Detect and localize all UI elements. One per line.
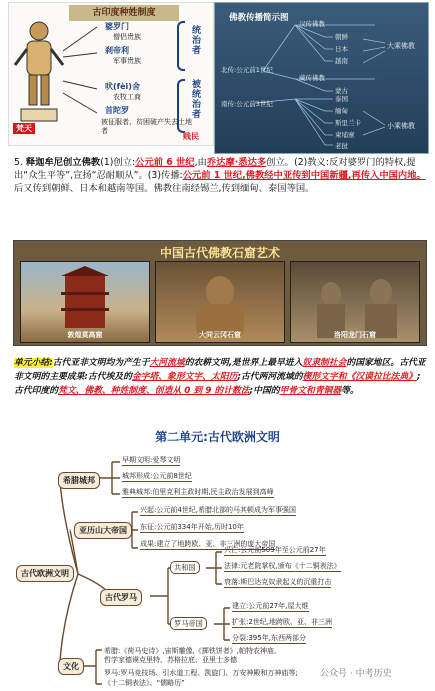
summary-t5: ;古代印度的 <box>14 372 421 396</box>
section5-date: 公元前 6 世纪 <box>135 157 195 168</box>
summary-t3: 的国家地区。古代亚非文明的主要成果:古代埃及的 <box>14 358 426 382</box>
spread-title: 佛教传播简示图 <box>229 13 289 23</box>
brahma-label: 梵天 <box>13 123 35 134</box>
summary-india: 梵文、佛教、种姓制度、创造从 0 到 9 的计数法 <box>58 386 250 396</box>
caste-vaishya: 吠(fèi)舍 <box>105 82 140 91</box>
greece-item-2: 城邦形成:公元前8世纪 <box>122 472 192 480</box>
section5-spread: 公元前 1 世纪,佛教经中亚传到中国新疆,再传入中国内地。 <box>182 170 426 181</box>
summary-t7: 等。 <box>341 386 359 396</box>
section5-text4: 后又传到朝鲜、日本和越南等国。佛教往南经锡兰,传到缅甸、泰国等国。 <box>14 183 315 194</box>
ruled-brace <box>177 79 185 133</box>
caste-shudra-desc: 被征服者、贫困破产失去土地者 <box>101 118 192 135</box>
section5-founder: 乔达摩·悉达多 <box>206 157 267 168</box>
node-myanmar: 缅甸 <box>335 107 348 115</box>
node-srilanka: 斯里兰卡 <box>335 119 361 127</box>
caste-brahmin-desc: 僧侣贵族 <box>113 33 141 41</box>
mindmap-root: 古代欧洲文明 <box>16 565 74 582</box>
longmen-caption: 洛阳龙门石窟 <box>334 331 376 339</box>
summary-t6: ;中国的 <box>249 386 280 396</box>
caste-brahmin: 婆罗门 <box>105 22 129 31</box>
republic-item-2: 法律:元老院掌权,颁布《十二铜表法》 <box>224 562 341 570</box>
alexander-item-1: 兴起:公元前4世纪,希腊北部的马其顿成为军事强国 <box>140 506 297 514</box>
alexander-item-2: 东征:公元前334年开始,历时10年 <box>140 523 244 531</box>
summary-t4: ;古代两河流域的 <box>237 372 303 382</box>
node-japan: 日本 <box>335 45 348 53</box>
brahma-figure-icon <box>13 17 65 137</box>
republic-item-3: 衰落:斯巴达克奴隶起义的沉重打击 <box>224 578 332 586</box>
alexander-item-3: 成果:建立了地跨欧、亚、非三洲的庞大帝国 <box>140 540 276 548</box>
caste-vaishya-desc: 农牧工商 <box>113 93 141 101</box>
caste-kshatriya: 刹帝利 <box>105 46 129 55</box>
unit-summary <box>14 356 428 398</box>
caste-title: 古印度种姓制度 <box>69 5 179 21</box>
node-korea: 朝鲜 <box>335 33 348 41</box>
summary-egypt: 金字塔、象形文字、太阳历 <box>131 372 238 382</box>
node-vietnam: 越南 <box>335 57 348 65</box>
summary-label: 单元小结: <box>14 358 53 368</box>
culture-item-4: 《十二铜表法》、“儒略历” <box>104 679 185 687</box>
node-cambodia: 柬埔寨 <box>335 131 355 139</box>
node-laos: 老挝 <box>335 142 348 150</box>
empire-item-2: 扩张:2世纪,地跨欧、亚、非三洲 <box>232 618 333 626</box>
yungang-photo <box>155 261 285 343</box>
node-han: 汉传佛教 <box>299 20 325 28</box>
summary-china: 甲骨文和青铜器 <box>279 386 342 396</box>
section5-text1: (1)创立: <box>100 157 136 168</box>
section5-heading: 释迦牟尼创立佛教 <box>25 157 101 168</box>
longmen-photo <box>290 261 420 343</box>
grotto-title: 中国古代佛教石窟艺术 <box>159 246 280 260</box>
node-thailand: 泰国 <box>335 95 348 103</box>
summary-slavery: 奴隶制社会 <box>302 358 347 368</box>
north-route-label: 北传:公元前1世纪 <box>221 66 273 74</box>
summary-t1: 古代亚非文明均为产生于 <box>52 358 150 368</box>
section5-num: 5. <box>14 157 23 168</box>
section5-text3: 创立。(2)教义:反对婆罗门的特权,提出“众生平等”,宣扬“忍耐顺从”。(3)传播: <box>14 157 416 181</box>
yungang-caption: 大同云冈石窟 <box>199 331 241 339</box>
greece-item-1: 早期文明:爱琴文明 <box>122 456 181 464</box>
mogao-photo <box>20 261 150 343</box>
rome-empire: 罗马帝国 <box>170 617 207 630</box>
node-mongolia: 蒙古 <box>335 87 348 95</box>
greece-item-3: 雅典城邦:伯里克利主政时期,民主政治发展到高峰 <box>122 488 274 496</box>
caste-shudra: 首陀罗 <box>105 106 129 115</box>
rome-republic: 共和国 <box>170 561 200 574</box>
branch-alexander: 亚历山大帝国 <box>74 522 132 539</box>
south-route-label: 南传:公元前3世纪 <box>221 100 273 108</box>
unit2-title: 第二单元:古代欧洲文明 <box>155 430 280 444</box>
section5-text2: ,由 <box>194 157 207 168</box>
branch-rome: 古代罗马 <box>100 589 142 606</box>
branch-greece: 希腊城邦 <box>58 472 100 489</box>
caste-system-figure <box>8 2 214 146</box>
buddhism-spread-map <box>214 2 429 154</box>
mahayana-label: 大乘佛教 <box>387 42 415 50</box>
section5-paragraph <box>14 156 426 195</box>
summary-t2: 的农耕文明,是世界上最早进入 <box>184 358 303 368</box>
summary-river: 大河流域 <box>149 358 185 368</box>
untouchable-label: 贱民 <box>183 132 199 141</box>
grotto-art-banner <box>13 240 427 346</box>
node-tibet: 藏传佛教 <box>299 74 325 82</box>
culture-item-1: 希腊:《荷马史诗》,宙斯雕像,《掷铁饼者》,帕特农神庙, <box>104 647 277 655</box>
caste-arrows <box>61 21 101 131</box>
summary-mesopotamia: 楔形文字和《汉谟拉比法典》 <box>302 372 417 382</box>
mogao-caption: 敦煌莫高窟 <box>67 331 103 339</box>
empire-item-1: 建立:公元前27年,屋大维 <box>232 602 309 610</box>
ruled-label: 被统治者 <box>190 79 200 119</box>
ruler-brace <box>177 21 185 71</box>
empire-item-3: 分裂:395年,东西两部分 <box>232 634 306 642</box>
culture-item-3: 罗马:罗马竞技场、引水道工程、凯旋门、万安神殿和万神庙等; <box>104 669 298 677</box>
ruler-label: 统治者 <box>190 25 200 55</box>
republic-item-1: 兴亡:公元前509年至公元前27年 <box>224 546 326 554</box>
caste-kshatriya-desc: 军事贵族 <box>113 57 141 65</box>
hinayana-label: 小乘佛教 <box>387 122 415 130</box>
branch-culture: 文化 <box>58 658 84 675</box>
watermark: 公众号 · 中考历史 <box>318 666 394 679</box>
culture-item-2: 哲学家德谟克里特、苏格拉底、亚里士多德 <box>104 656 237 664</box>
